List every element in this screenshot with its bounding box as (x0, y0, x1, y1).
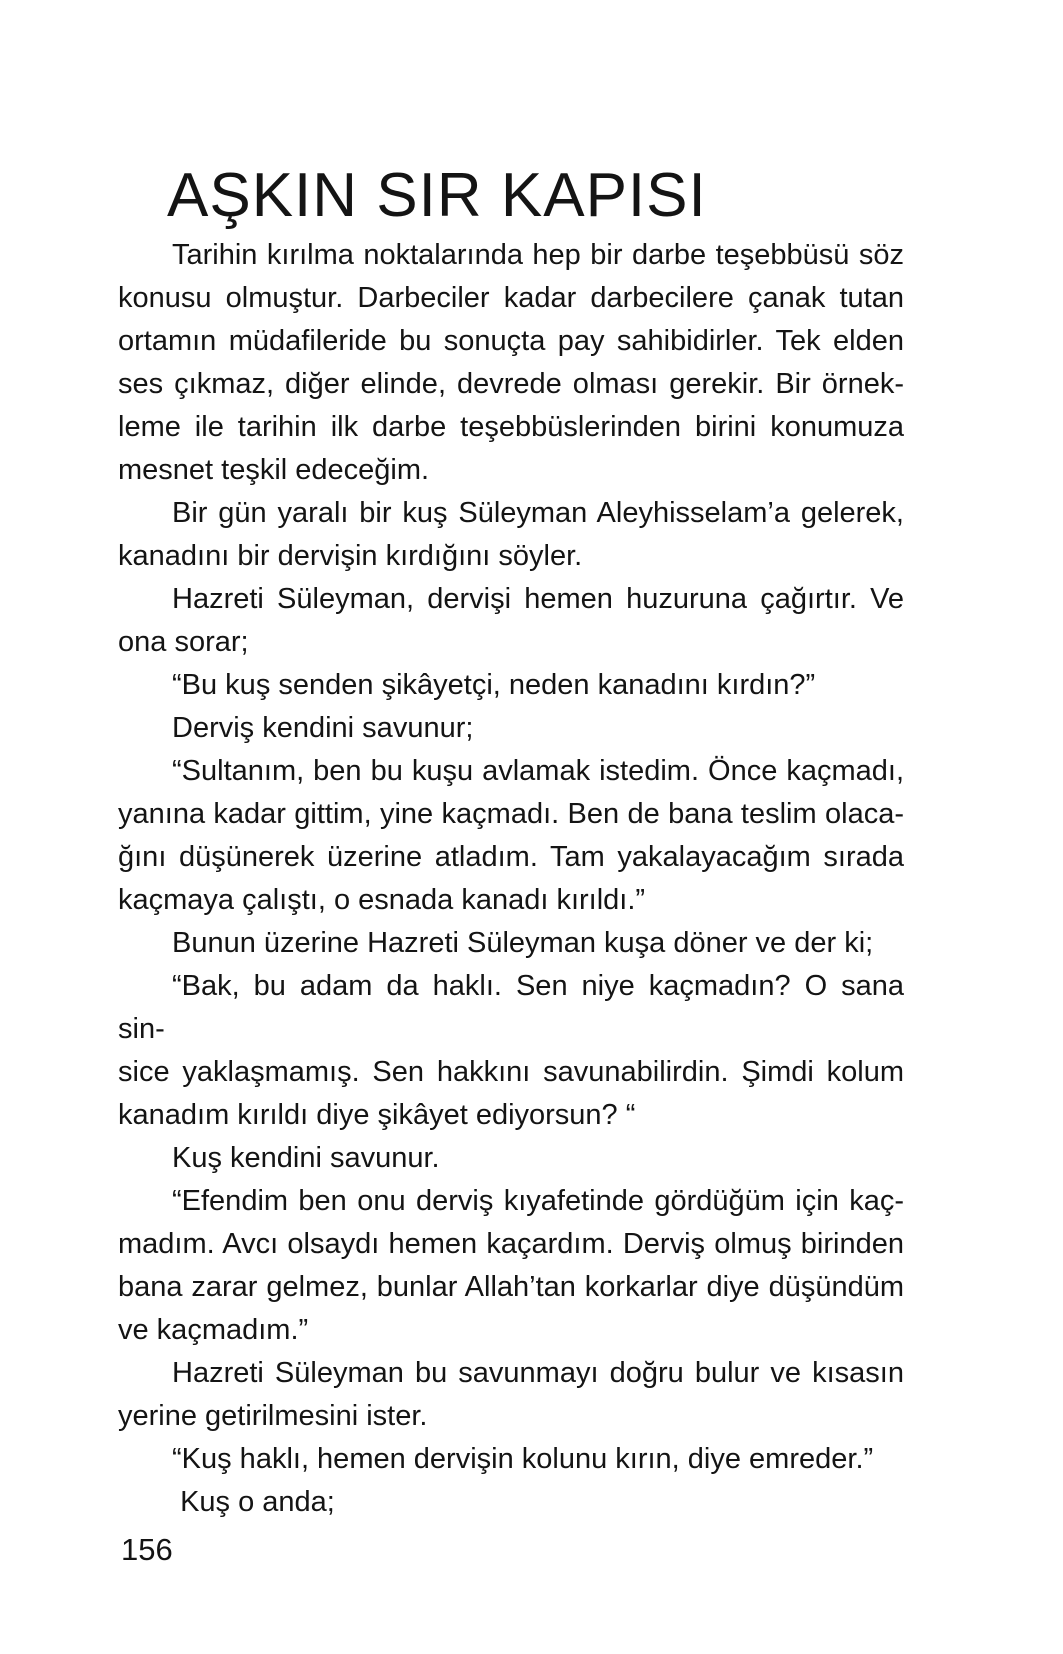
paragraph (118, 1352, 904, 1438)
text-line: “Efendim ben onu derviş kıyafetinde gördüğüm için kaç- (172, 1185, 904, 1217)
paragraph (118, 578, 904, 664)
text-line: ses çıkmaz, diğer elinde, devrede olması gerekir. Bir örnek- (118, 368, 904, 400)
text-line: madım. Avcı olsaydı hemen kaçardım. Derviş olmuş birinden (118, 1228, 904, 1260)
text-line: konusu olmuştur. Darbeciler kadar darbecilere çanak tutan (118, 282, 904, 314)
text-line: yanına kadar gittim, yine kaçmadı. Ben de bana teslim olaca- (118, 798, 904, 830)
paragraph (118, 234, 904, 492)
paragraph (118, 492, 904, 578)
paragraph (118, 664, 904, 707)
text-line: Hazreti Süleyman, dervişi hemen huzuruna çağırtır. Ve (172, 583, 904, 615)
text-line: ona sorar; (118, 626, 249, 658)
text-line: mesnet teşkil edeceğim. (118, 454, 430, 486)
text-line: ve kaçmadım.” (118, 1314, 309, 1346)
body-text (118, 234, 913, 1524)
text-line: yerine getirilmesini ister. (118, 1400, 428, 1432)
page-number: 156 (121, 1532, 173, 1567)
text-line: kaçmaya çalıştı, o esnada kanadı kırıldı.” (118, 884, 646, 916)
text-line: Kuş kendini savunur. (172, 1142, 440, 1174)
paragraph (118, 1137, 904, 1180)
text-line: Derviş kendini savunur; (172, 712, 474, 744)
text-line: Bir gün yaralı bir kuş Süleyman Aleyhisselam’a gelerek, (172, 497, 904, 529)
paragraph (118, 965, 913, 1137)
text-line: kanadını bir dervişin kırdığını söyler. (118, 540, 583, 572)
paragraph (118, 750, 904, 922)
chapter-title: AŞKIN SIR KAPISI (167, 160, 707, 230)
text-line: “Sultanım, ben bu kuşu avlamak istedim. Önce kaçmadı, (172, 755, 904, 787)
text-line: Bunun üzerine Hazreti Süleyman kuşa döner ve der ki; (172, 927, 874, 959)
text-line: “Kuş haklı, hemen dervişin kolunu kırın, diye emreder.” (172, 1443, 874, 1475)
paragraph (118, 922, 904, 965)
text-line: Tarihin kırılma noktalarında hep bir darbe teşebbüsü söz (172, 239, 904, 271)
paragraph (118, 707, 904, 750)
text-line: sice yaklaşmamış. Sen hakkını savunabilirdin. Şimdi kolum (118, 1056, 904, 1088)
paragraph (118, 1438, 904, 1481)
text-line: Hazreti Süleyman bu savunmayı doğru bulur ve kısasın (172, 1357, 904, 1389)
text-line: bana zarar gelmez, bunlar Allah’tan korkarlar diye düşündüm (118, 1271, 904, 1303)
text-line: leme ile tarihin ilk darbe teşebbüslerinden birini konumuza (118, 411, 904, 443)
text-line: ortamın müdafileride bu sonuçta pay sahibidirler. Tek elden (118, 325, 904, 357)
text-line: kanadım kırıldı diye şikâyet ediyorsun? “ (118, 1099, 636, 1131)
paragraph (118, 1481, 904, 1524)
text-line: Kuş o anda; (172, 1486, 335, 1518)
text-line: “Bu kuş senden şikâyetçi, neden kanadını kırdın?” (172, 669, 816, 701)
text-line: ğını düşünerek üzerine atladım. Tam yakalayacağım sırada (118, 841, 904, 873)
paragraph (118, 1180, 904, 1352)
text-line: “Bak, bu adam da haklı. Sen niye kaçmadın? O sana sin- (118, 970, 913, 1045)
